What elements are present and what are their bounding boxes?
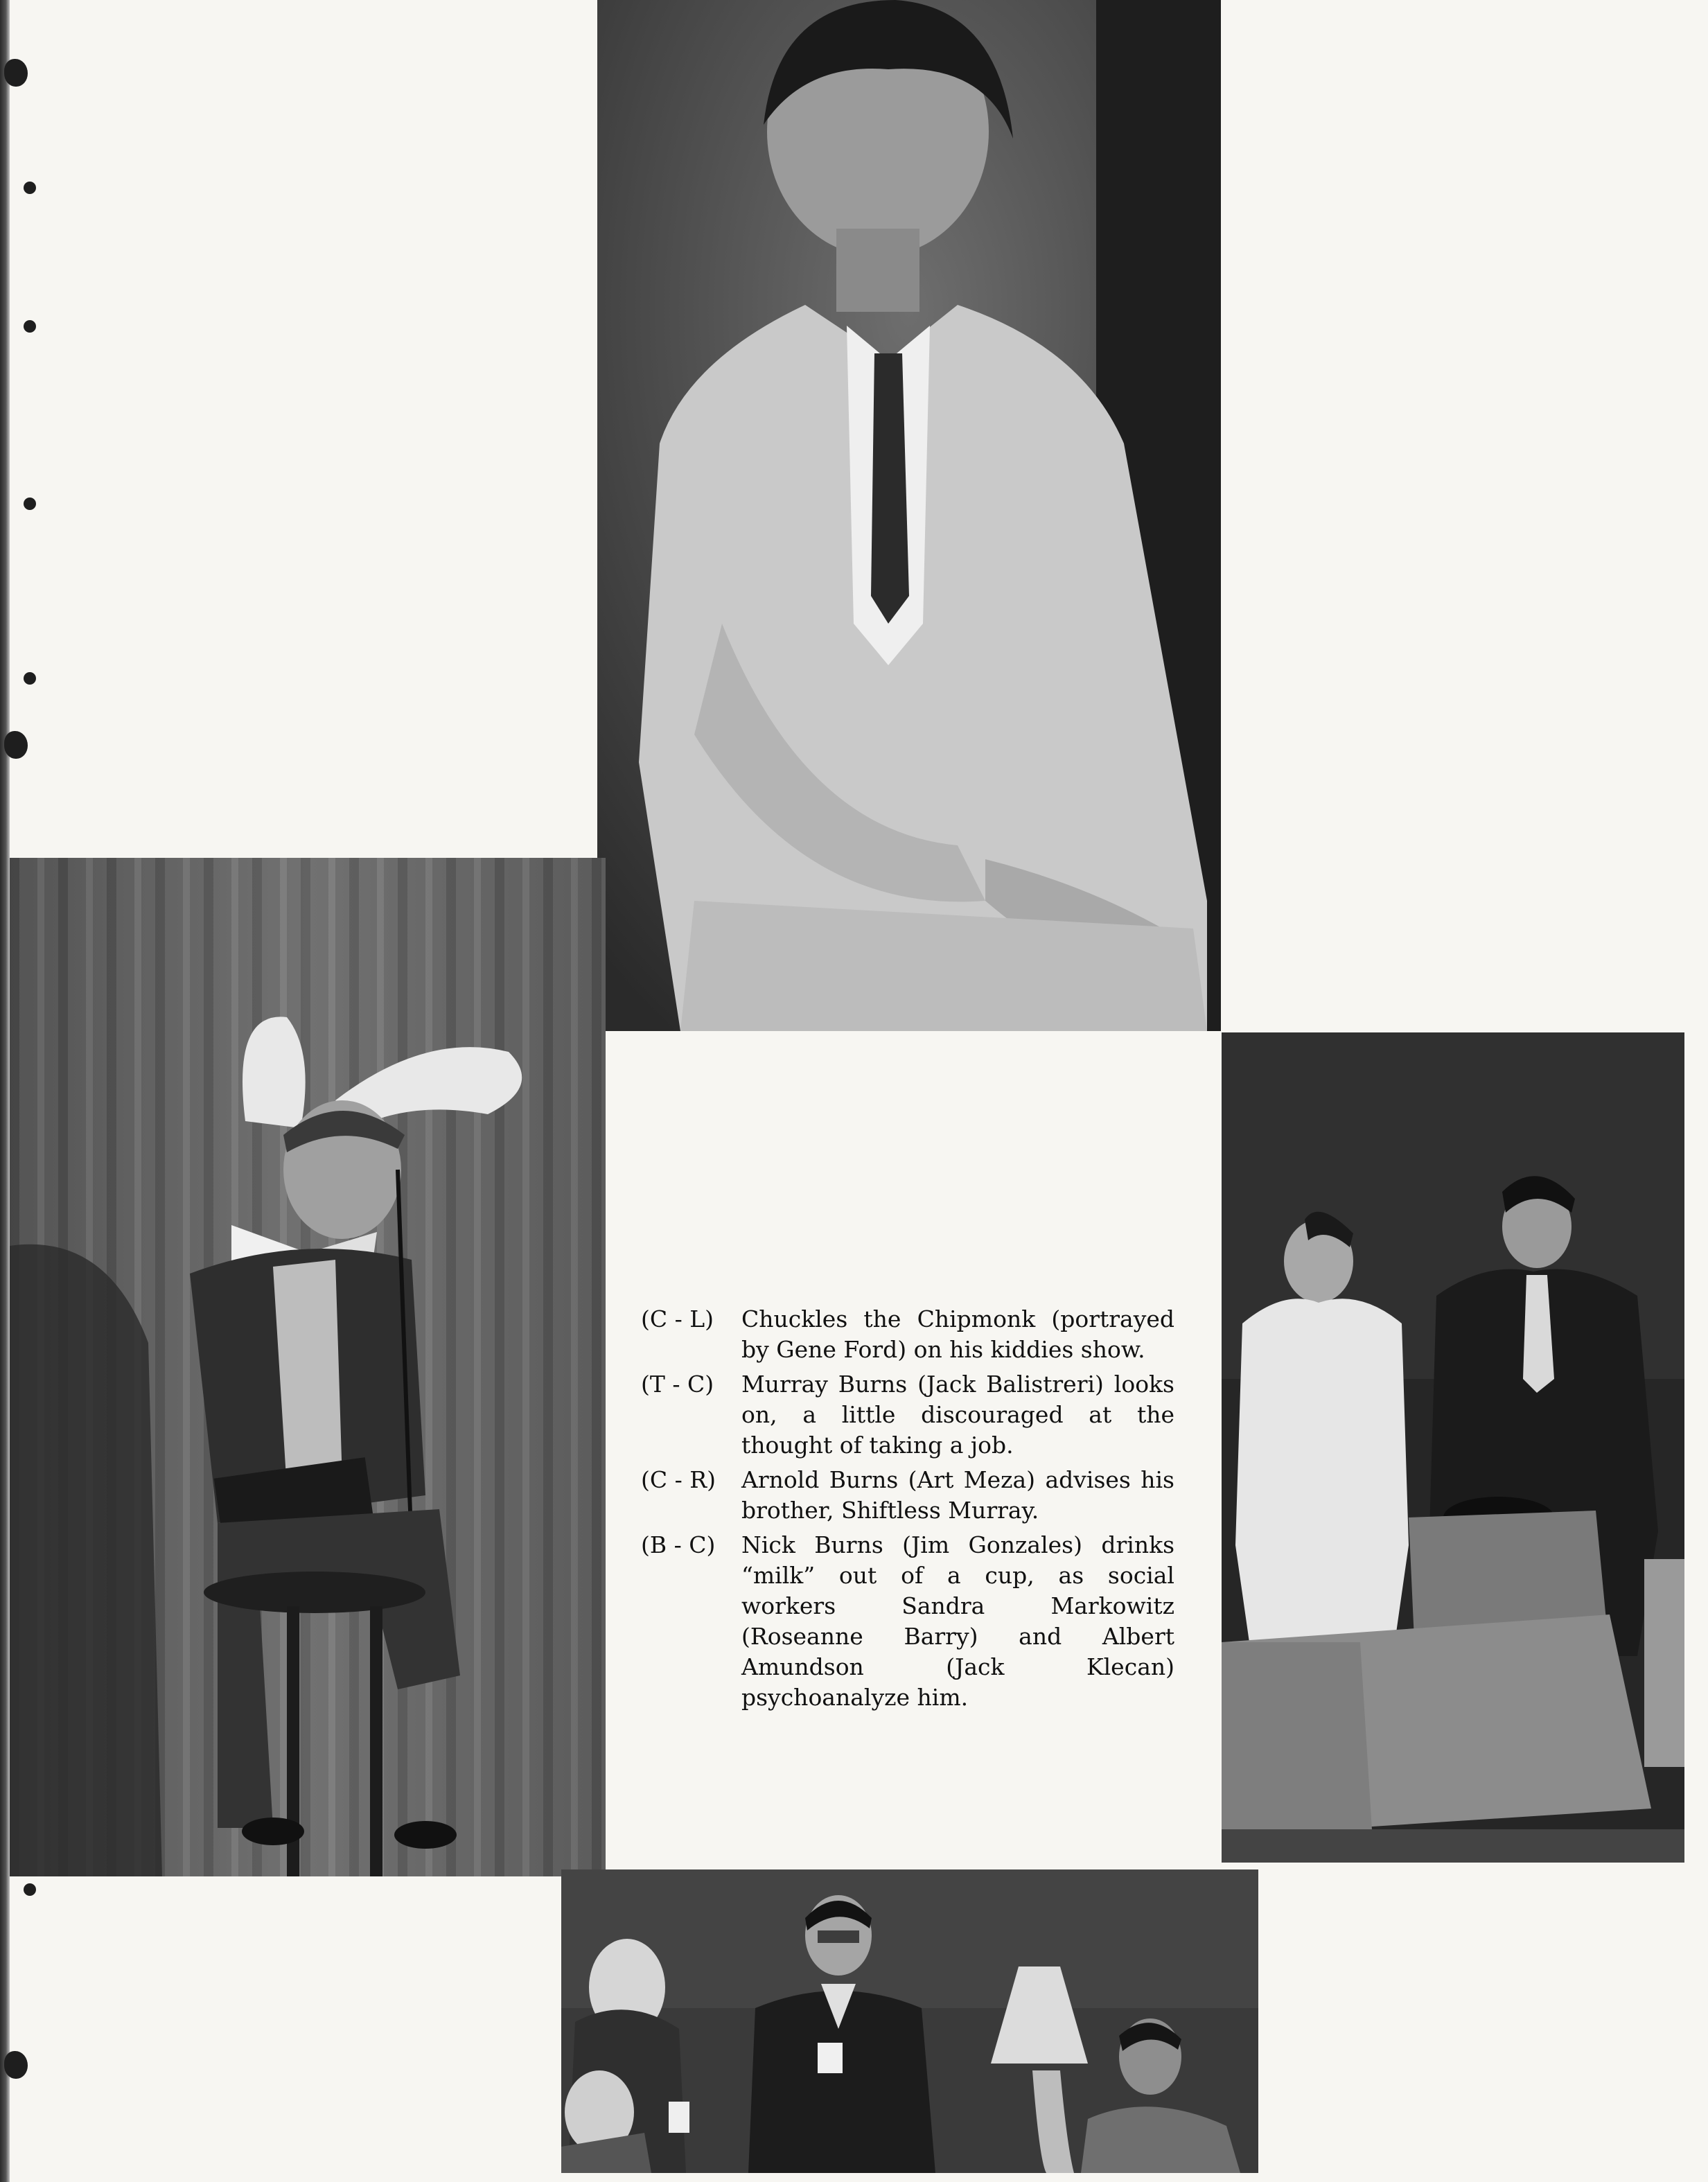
caption-code: (B - C) (641, 1531, 716, 1558)
caption-text: Murray Burns (Jack Balistreri) looks on, a little discouraged at the thought of taking a job. (741, 1371, 1174, 1459)
caption-entry (641, 1304, 1174, 1365)
caption-text: Arnold Burns (Art Meza) advises his brother, Shiftless Murray. (741, 1466, 1174, 1524)
punch-hole-torn (4, 59, 28, 87)
caption-code: (C - L) (641, 1305, 714, 1332)
caption-code: (C - R) (641, 1466, 716, 1493)
punch-hole (24, 672, 36, 685)
punch-hole (24, 498, 36, 510)
caption-entry (641, 1369, 1174, 1461)
photo-center-left-chuckles (10, 858, 606, 1876)
photo-bottom-center-nick (561, 1869, 1258, 2173)
punch-hole-torn (4, 2051, 28, 2079)
caption-entry (641, 1465, 1174, 1526)
photo-top-center-murray (597, 0, 1221, 1031)
punch-hole-torn (4, 731, 28, 759)
caption-entry (641, 1530, 1174, 1713)
binder-edge (0, 0, 10, 2182)
punch-hole (24, 320, 36, 333)
caption-code: (T - C) (641, 1371, 714, 1398)
photo-center-right-arnold (1222, 1032, 1684, 1863)
punch-hole (24, 1883, 36, 1896)
caption-block (641, 1304, 1174, 1717)
caption-text: Nick Burns (Jim Gonzales) drinks “milk” out of a cup, as social workers Sandra Markowitz (Roseanne Barry) and Albert Amundson (Jack Klecan) psychoanalyze him. (741, 1531, 1174, 1711)
punch-hole (24, 182, 36, 194)
caption-text: Chuckles the Chipmonk (portrayed by Gene Ford) on his kiddies show. (741, 1305, 1174, 1363)
